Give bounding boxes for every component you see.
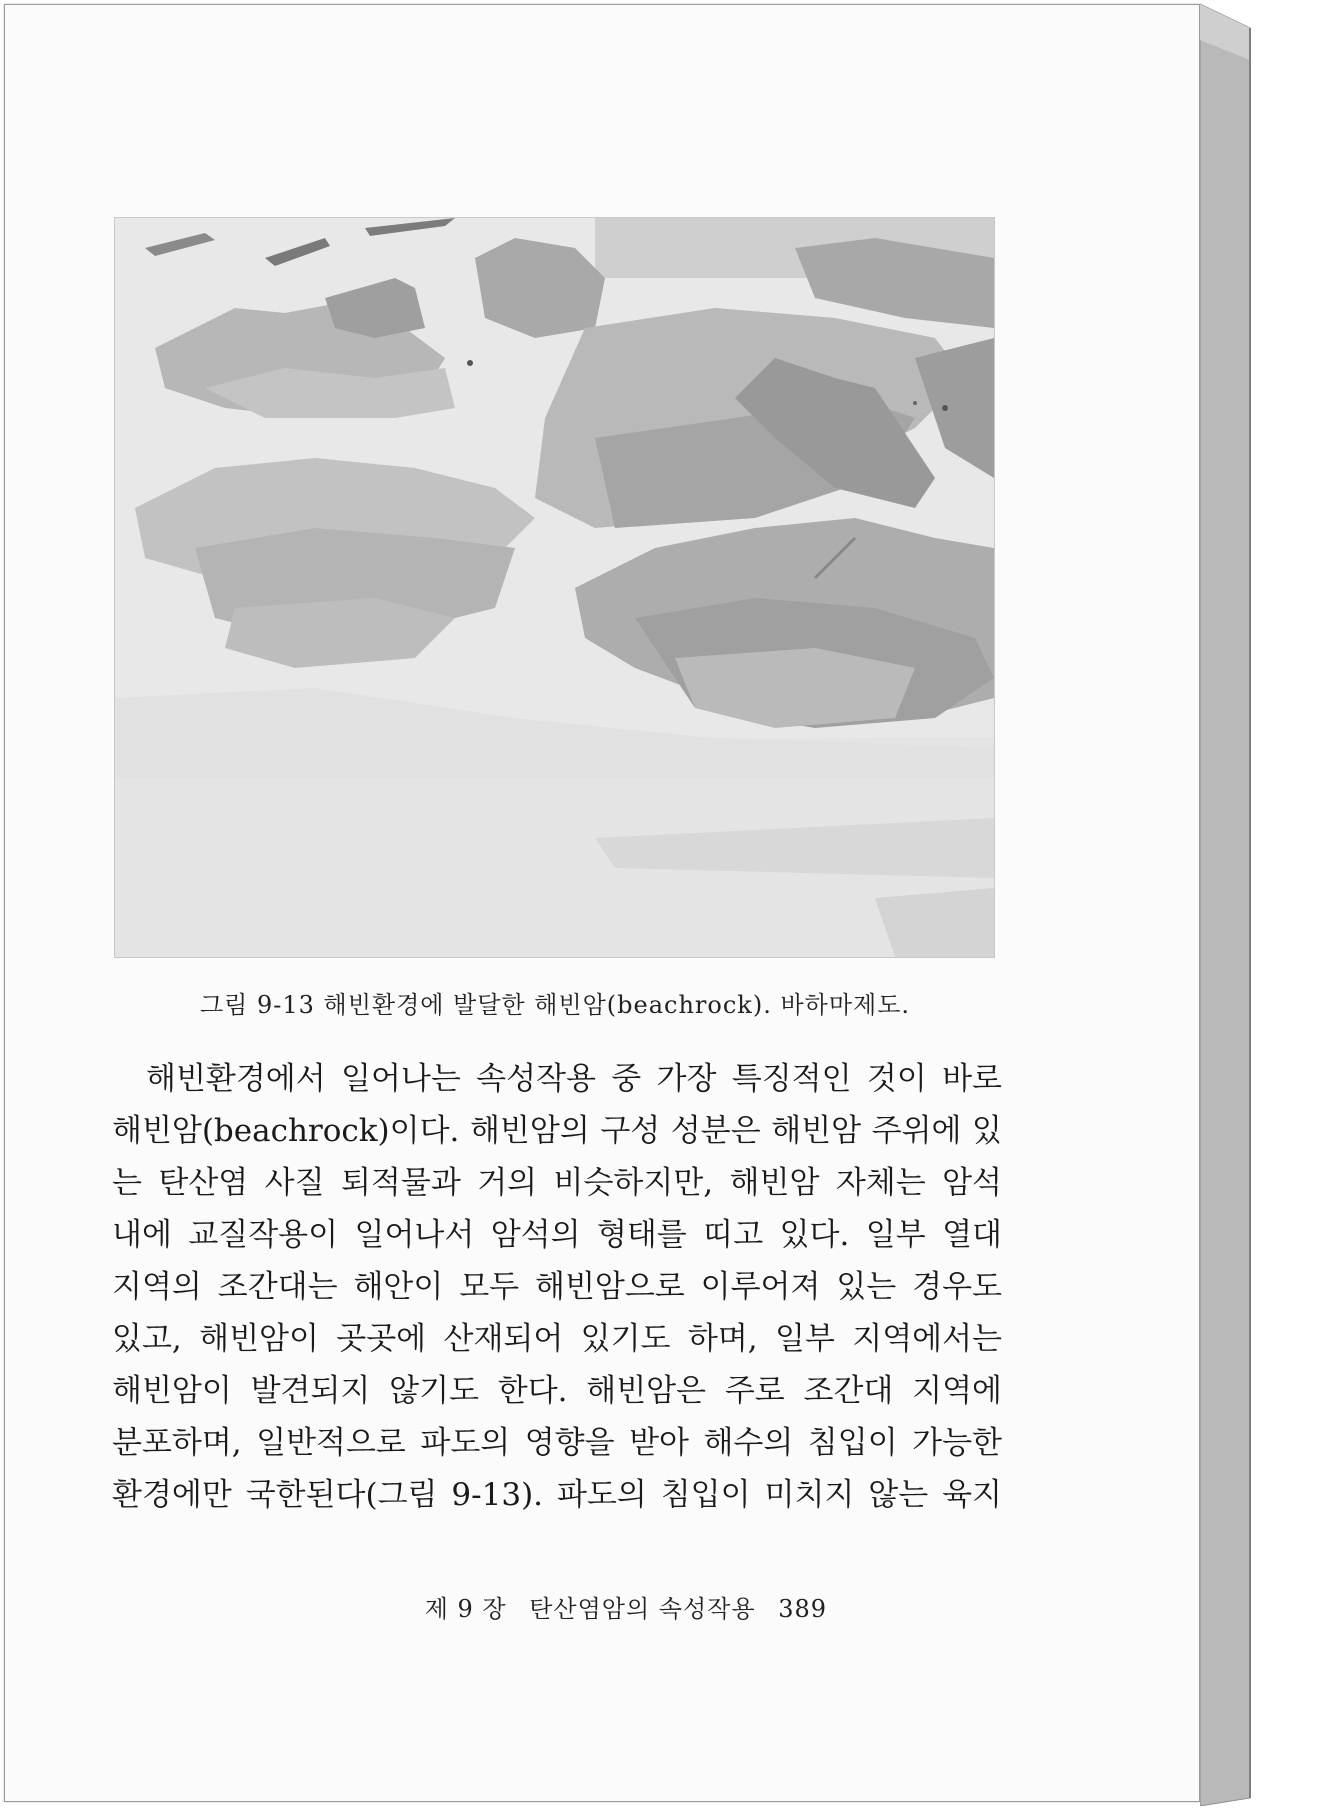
footer-chapter: 제 9 장 — [424, 1595, 507, 1623]
body-line: 분포하며, 일반적으로 파도의 영향을 받아 해수의 침입이 가능한 — [112, 1425, 1002, 1461]
body-line: 지역의 조간대는 해안이 모두 해빈암으로 이루어져 있는 경우도 — [112, 1269, 1002, 1305]
body-line: 있고, 해빈암이 곳곳에 산재되어 있기도 하며, 일부 지역에서는 — [112, 1321, 1002, 1357]
book-page — [4, 4, 1200, 1802]
body-line: 환경에만 국한된다(그림 9-13). 파도의 침입이 미치지 않는 육지 — [112, 1477, 1002, 1513]
body-line: 는 탄산염 사질 퇴적물과 거의 비슷하지만, 해빈암 자체는 암석 — [112, 1165, 1002, 1201]
body-paragraph — [112, 1053, 1002, 1521]
body-line: 해빈암(beachrock)이다. 해빈암의 구성 성분은 해빈암 주위에 있 — [112, 1113, 1002, 1149]
body-line: 해빈암이 발견되지 않기도 한다. 해빈암은 주로 조간대 지역에 — [112, 1373, 1002, 1409]
beachrock-photograph — [114, 217, 995, 958]
body-line: 내에 교질작용이 일어나서 암석의 형태를 띠고 있다. 일부 열대 — [112, 1217, 1002, 1253]
figure-caption: 그림 9-13 해빈환경에 발달한 해빈암(beachrock). 바하마제도. — [199, 991, 911, 1019]
page-number: 389 — [778, 1595, 827, 1623]
book-edge — [1200, 0, 1254, 1806]
running-footer — [425, 1589, 827, 1624]
body-line: 해빈환경에서 일어나는 속성작용 중 가장 특징적인 것이 바로 — [146, 1061, 1002, 1097]
footer-chapter-title: 탄산염암의 속성작용 — [529, 1595, 756, 1623]
